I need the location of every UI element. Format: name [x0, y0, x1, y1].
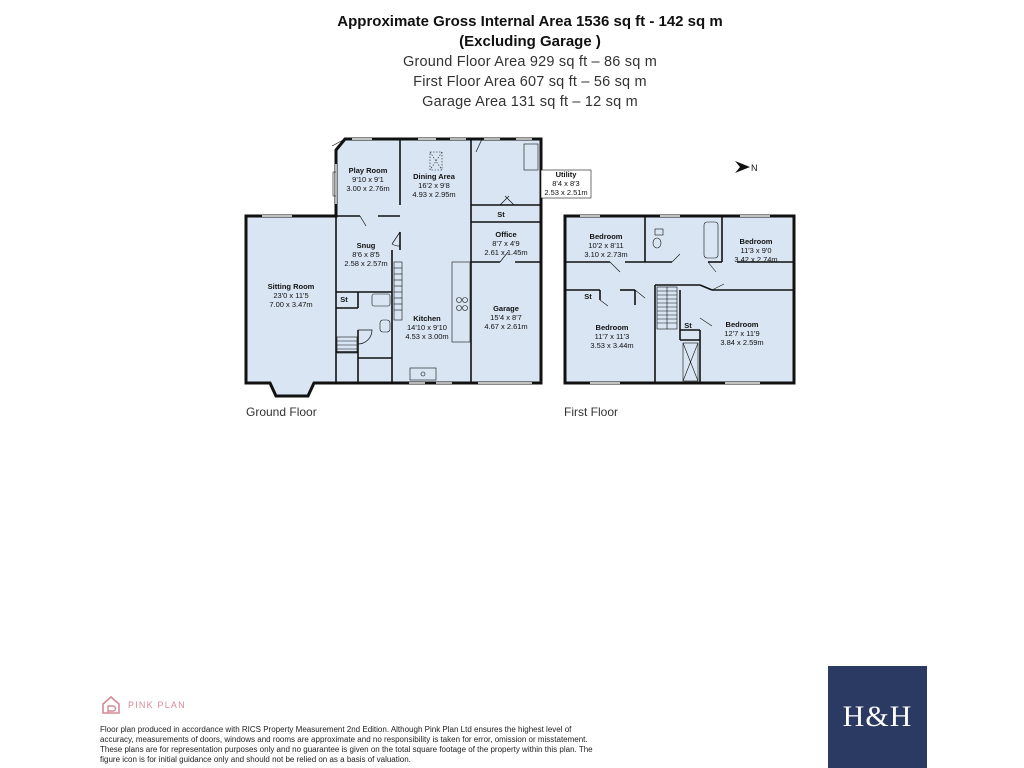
room-size-imperial: 9'10 x 9'1 — [352, 175, 384, 184]
room-name: Dining Area — [413, 172, 455, 181]
room-size-metric: 2.53 x 2.51m — [544, 188, 588, 197]
room-size-metric: 3.42 x 2.74m — [734, 255, 778, 264]
room-size-metric: 4.53 x 3.00m — [405, 332, 449, 341]
first-floor-plan — [565, 216, 794, 383]
room-size-imperial: 11'7 x 11'3 — [594, 332, 630, 341]
ground-floor-plan — [246, 139, 591, 396]
room-size-metric: 4.93 x 2.95m — [412, 190, 456, 199]
room-size-metric: 3.84 x 2.59m — [720, 338, 764, 347]
room-size-metric: 3.10 x 2.73m — [584, 250, 628, 259]
first-floor-area: First Floor Area 607 sq ft – 56 sq m — [413, 74, 647, 90]
room-size-imperial: 8'4 x 8'3 — [552, 179, 580, 188]
first-floor-label: First Floor — [564, 405, 618, 419]
room-size-imperial: 10'2 x 8'11 — [588, 241, 624, 250]
room-size-metric: 2.61 x 1.45m — [484, 248, 528, 257]
room-name: Bedroom — [595, 323, 629, 332]
room-name: Bedroom — [725, 320, 759, 329]
storage-label: St — [497, 210, 505, 219]
room-name: Bedroom — [739, 237, 773, 246]
room-name: Bedroom — [589, 232, 623, 241]
garage-area: Garage Area 131 sq ft – 12 sq m — [422, 94, 638, 110]
garage-exclusion-note: (Excluding Garage ) — [459, 33, 601, 50]
storage-label: St — [584, 292, 592, 301]
brand-name: PINK PLAN — [128, 700, 186, 710]
room-name: Office — [495, 230, 517, 239]
ground-floor-label: Ground Floor — [246, 405, 317, 419]
room-name: Snug — [356, 241, 376, 250]
room-size-imperial: 14'10 x 9'10 — [407, 323, 447, 332]
room-size-imperial: 16'2 x 9'8 — [418, 181, 450, 190]
room-size-metric: 3.53 x 3.44m — [590, 341, 634, 350]
pink-plan-brand — [100, 694, 186, 716]
room-size-metric: 2.58 x 2.57m — [344, 259, 388, 268]
room-size-metric: 4.67 x 2.61m — [484, 322, 528, 331]
storage-label: St — [340, 295, 348, 304]
disclaimer-text: Floor plan produced in accordance with RICS Property Measurement 2nd Edition. Although Pink Plan Ltd ensures the highest level of accuracy, measurements of doors, windows and rooms are approximate and no responsibility is taken for error, omission or misstatement. These plans are for representation purposes only and no guarantee is given on the total square footage of the property within this plan. The figure icon is for initial guidance only and should not be relied on as a basis of valuation. — [100, 725, 593, 764]
room-size-metric: 7.00 x 3.47m — [269, 300, 313, 309]
room-size-imperial: 11'3 x 9'0 — [740, 246, 772, 255]
north-arrow — [735, 161, 758, 173]
room-name: Sitting Room — [267, 282, 315, 291]
room-size-imperial: 8'7 x 4'9 — [492, 239, 520, 248]
room-size-imperial: 15'4 x 8'7 — [490, 313, 522, 322]
storage-label: St — [684, 321, 692, 330]
room-size-metric: 3.00 x 2.76m — [346, 184, 390, 193]
room-name: Garage — [493, 304, 519, 313]
room-name: Play Room — [348, 166, 388, 175]
room-size-imperial: 8'6 x 8'5 — [352, 250, 380, 259]
north-arrow-label: N — [751, 163, 758, 173]
room-name: Utility — [555, 170, 577, 179]
ground-floor-area: Ground Floor Area 929 sq ft – 86 sq m — [402, 54, 658, 70]
room-name: Kitchen — [413, 314, 441, 323]
house-logo-icon — [100, 694, 122, 716]
gross-area-title: Approximate Gross Internal Area 1536 sq ft - 142 sq m — [337, 13, 723, 30]
room-size-imperial: 12'7 x 11'9 — [724, 329, 760, 338]
agent-logo: H&H — [828, 666, 927, 768]
room-size-imperial: 23'0 x 11'5 — [273, 291, 309, 300]
